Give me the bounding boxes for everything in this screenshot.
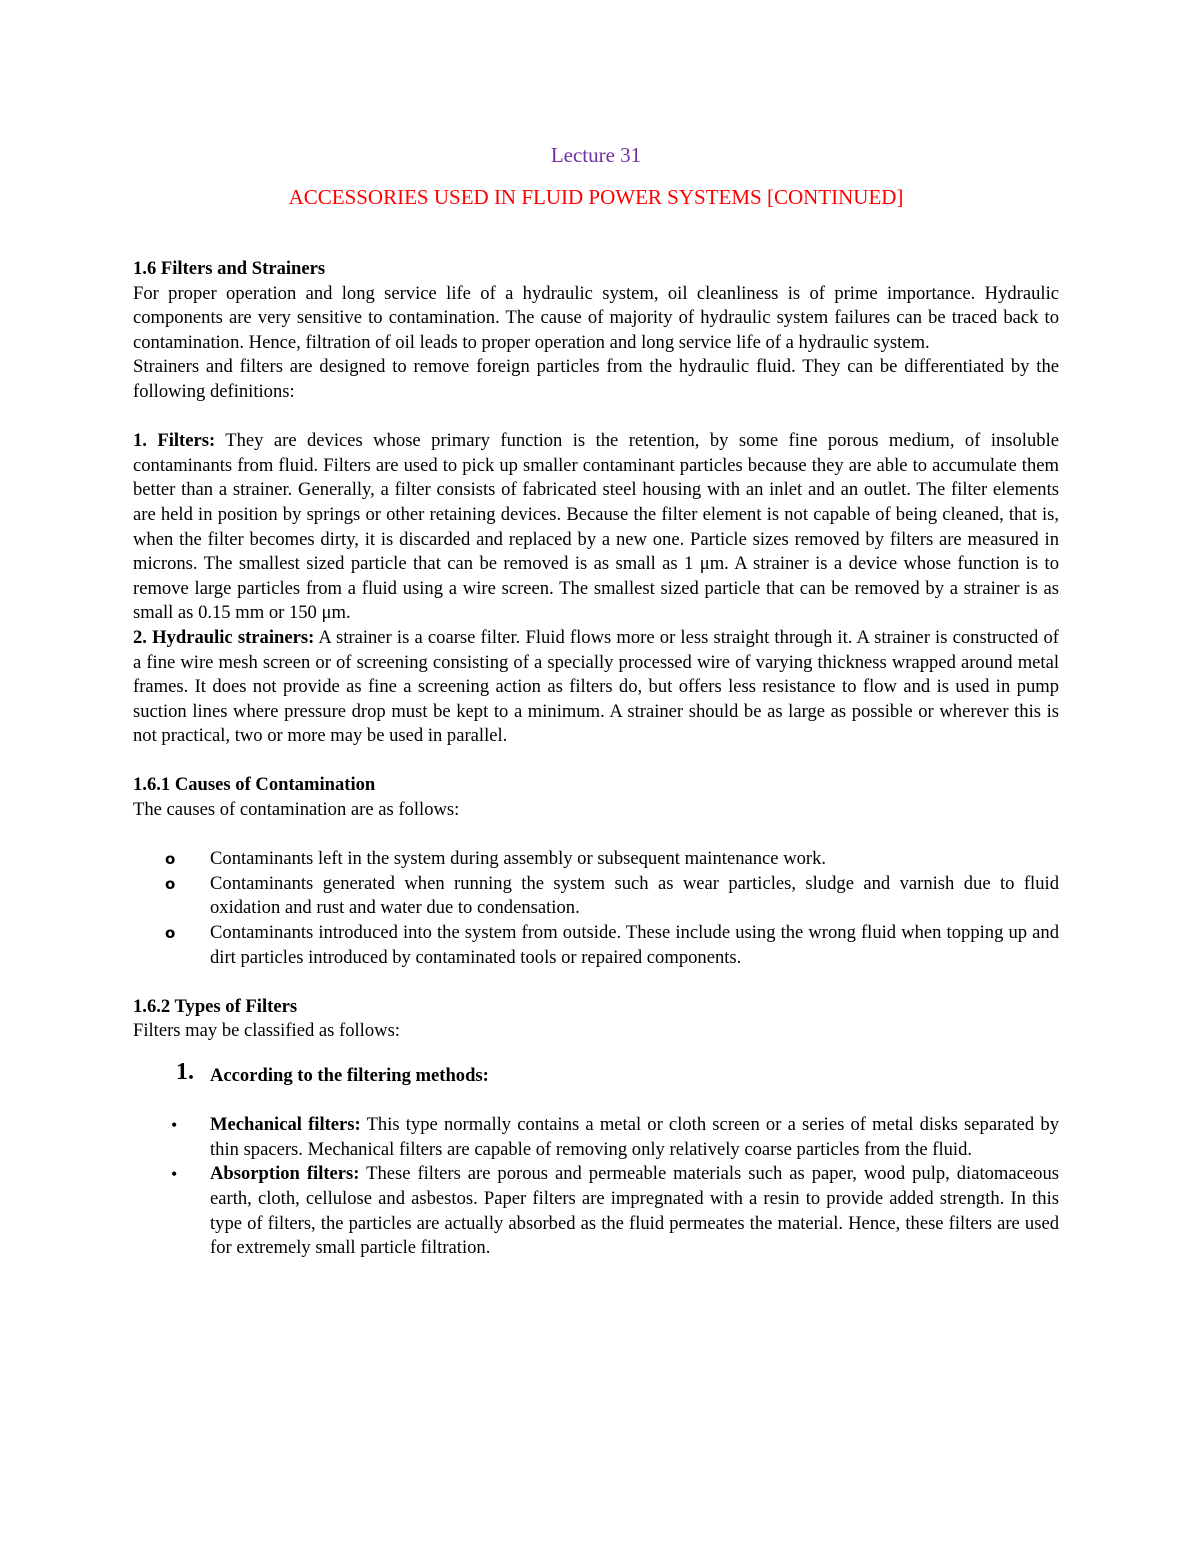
absorption-filters-label: Absorption filters: <box>210 1163 360 1185</box>
mechanical-filters-label: Mechanical filters: <box>210 1114 361 1136</box>
document-page <box>133 140 1059 1261</box>
paragraph-filters-definition <box>133 429 1059 626</box>
document-title: ACCESSORIES USED IN FLUID POWER SYSTEMS [CONTINUED] <box>288 185 904 209</box>
list-item <box>133 872 1059 921</box>
list-item <box>133 921 1059 970</box>
filter-types-intro: Filters may be classified as follows: <box>133 1020 400 1042</box>
section-heading-1-6: 1.6 Filters and Strainers <box>133 258 326 279</box>
spacer <box>133 1089 1059 1114</box>
numbered-subheading <box>133 1059 1059 1089</box>
list-item-text: Contaminants left in the system during assembly or subsequent maintenance work. <box>210 848 827 870</box>
list-item <box>133 1113 1059 1162</box>
list-item <box>133 1162 1059 1260</box>
item-number: 1. <box>176 1059 194 1085</box>
filter-types-list <box>133 1113 1059 1261</box>
section-heading-1-6-2: 1.6.2 Types of Filters <box>133 995 298 1017</box>
circle-bullet-icon: o <box>165 850 176 869</box>
list-item <box>133 847 1059 872</box>
contamination-intro: The causes of contamination are as follows: <box>133 799 460 821</box>
dot-bullet-icon: • <box>171 1115 178 1136</box>
strainers-text: A strainer is a coarse filter. Fluid flows more or less straight through it. A strainer is constructed of a fine wire mesh screen or of screening consisting of a specially processed wire of varying thickness wrapped around metal frames. It does not provide as fine a screening action as filters do, but offers less resistance to flow and is used in pump suction lines where pressure drop must be kept to a minimum. A strainer should be as large as possible or wherever this is not practical, two or more may be used in parallel. <box>133 626 1059 747</box>
dot-bullet-icon: • <box>171 1164 178 1185</box>
list-item-text: Contaminants introduced into the system from outside. These include using the wrong fluid when topping up and dirt particles introduced by contaminated tools or repaired components. <box>210 922 1059 968</box>
subheading-text: According to the filtering methods: <box>210 1065 489 1086</box>
filters-label: 1. Filters: <box>133 430 216 452</box>
spacer <box>133 405 1059 430</box>
spacer <box>133 823 1059 848</box>
circle-bullet-icon: o <box>165 924 176 943</box>
circle-bullet-icon: o <box>165 874 176 893</box>
contamination-causes-list <box>133 847 1059 970</box>
lecture-number: Lecture 31 <box>550 143 642 167</box>
paragraph-oil-cleanliness: For proper operation and long service life of a hydraulic system, oil cleanliness is of prime importance. Hydraulic components are very sensitive to contamination. The cause of majority of hydraulic system failures can be traced back to contamination. Hence, filtration of oil leads to proper operation and long service life of a hydraulic system. <box>133 282 1059 353</box>
strainers-label: 2. Hydraulic strainers: <box>133 626 315 648</box>
filters-text: They are devices whose primary function is the retention, by some fine porous medium, of insoluble contaminants from fluid. Filters are used to pick up smaller contaminant particles because they are able to accumulate them better than a strainer. Generally, a filter consists of fabricated steel housing with an inlet and an outlet. The filter elements are held in position by springs or other retaining devices. Because the filter element is not capable of being cleaned, that is, when the filter becomes dirty, it is discarded and replaced by a new one. Particle sizes removed by filters are measured in microns. The smallest sized particle that can be removed is as small as 1 μm. A strainer is a device whose function is to remove large particles from a fluid using a wire screen. The smallest sized particle that can be removed by a strainer is as small as 0.15 mm or 150 μm. <box>133 430 1059 624</box>
absorption-filters-text: These filters are porous and permeable materials such as paper, wood pulp, diatomaceous earth, cloth, cellulose and asbestos. Paper filters are impregnated with a resin to provide added strength. In this type of filters, the particles are actually absorbed as the fluid permeates the material. Hence, these filters are used for extremely small particle filtration. <box>210 1163 1059 1259</box>
mechanical-filters-text: This type normally contains a metal or cloth screen or a series of metal disks separated by thin spacers. Mechanical filters are capable of removing only relatively coarse particles from the fluid. <box>210 1114 1059 1160</box>
paragraph-strainers-definition <box>133 626 1059 749</box>
spacer <box>133 1044 1059 1058</box>
list-item-text: Contaminants generated when running the system such as wear particles, sludge and varnish due to fluid oxidation and rust and water due to condensation. <box>210 872 1059 919</box>
spacer <box>133 749 1059 774</box>
spacer <box>133 970 1059 995</box>
paragraph-strainers-filters-intro: Strainers and filters are designed to remove foreign particles from the hydraulic fluid. They can be differentiated by the following definitions: <box>133 356 1059 402</box>
section-heading-1-6-1: 1.6.1 Causes of Contamination <box>133 774 376 796</box>
